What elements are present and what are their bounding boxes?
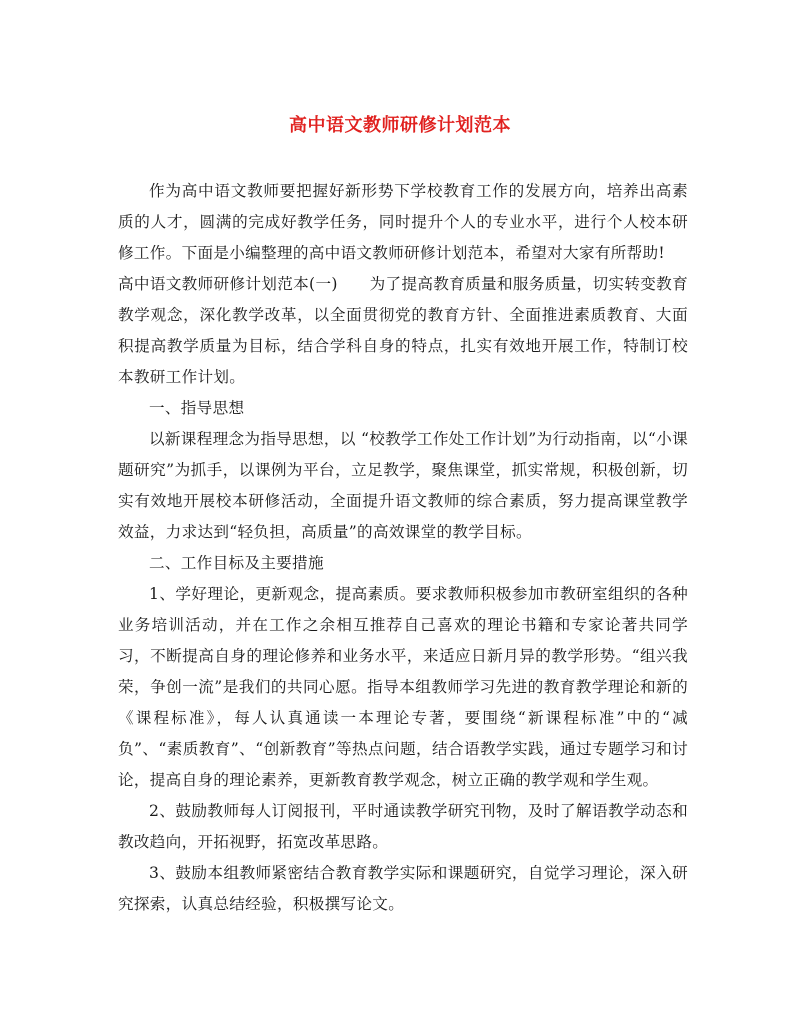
heading-goals-measures: 二、工作目标及主要措施 (149, 554, 324, 572)
measure-item-1: 1、学好理论，更新观念，提高素质。要求教师积极参加市教研室组织的各种业务培训活动，并在工作之余相互推荐自己喜欢的理论书籍和专家论著共同学习，不断提高自身的理论修养和业务水平，来适应日新月异的教学形势。“组兴我荣，争创一流”是我们的共同心愿。指导本组教师学习先进的教育教学理论和新的《课程标准》，每人认真通读一本理论专著，要围绕“新课程标准”中的“减负”、“素质教育”、“创新教育”等热点问题，结合语教学实践，通过专题学习和讨论，提高自身的理论素养，更新教育教学观念，树立正确的教学观和学生观。 (118, 585, 688, 789)
heading-guiding-ideology: 一、指导思想 (149, 399, 245, 417)
document-body (118, 176, 688, 920)
document-title: 高中语文教师研修计划范本 (289, 115, 511, 136)
measure-item-2: 2、鼓励教师每人订阅报刊，平时通读教学研究刊物，及时了解语教学动态和教改趋向，开拓视野，拓宽改革思路。 (118, 802, 688, 851)
measure-item-3: 3、鼓励本组教师紧密结合教育教学实际和课题研究，自觉学习理论，深入研究探索，认真总结经验，积极撰写论文。 (118, 864, 688, 913)
section-paragraph-1: 高中语文教师研修计划范本(一) 为了提高教育质量和服务质量，切实转变教育教学观念，深化教学改革，以全面贯彻党的教育方针、全面推进素质教育、大面积提高教学质量为目标，结合学科自身的特点，扎实有效地开展工作，特制订校本教研工作计划。 (118, 275, 688, 386)
intro-paragraph: 作为高中语文教师要把握好新形势下学校教育工作的发展方向，培养出高素质的人才，圆满的完成好教学任务，同时提升个人的专业水平，进行个人校本研修工作。下面是小编整理的高中语文教师研修计划范本，希望对大家有所帮助! (118, 182, 688, 262)
guiding-ideology-paragraph: 以新课程理念为指导思想，以 “校教学工作处工作计划”为行动指南，以“小课题研究”为抓手，以课例为平台，立足教学，聚焦课堂，抓实常规，积极创新，切实有效地开展校本研修活动，全面提升语文教师的综合素质，努力提高课堂教学效益，力求达到“轻负担，高质量”的高效课堂的教学目标。 (118, 430, 688, 541)
